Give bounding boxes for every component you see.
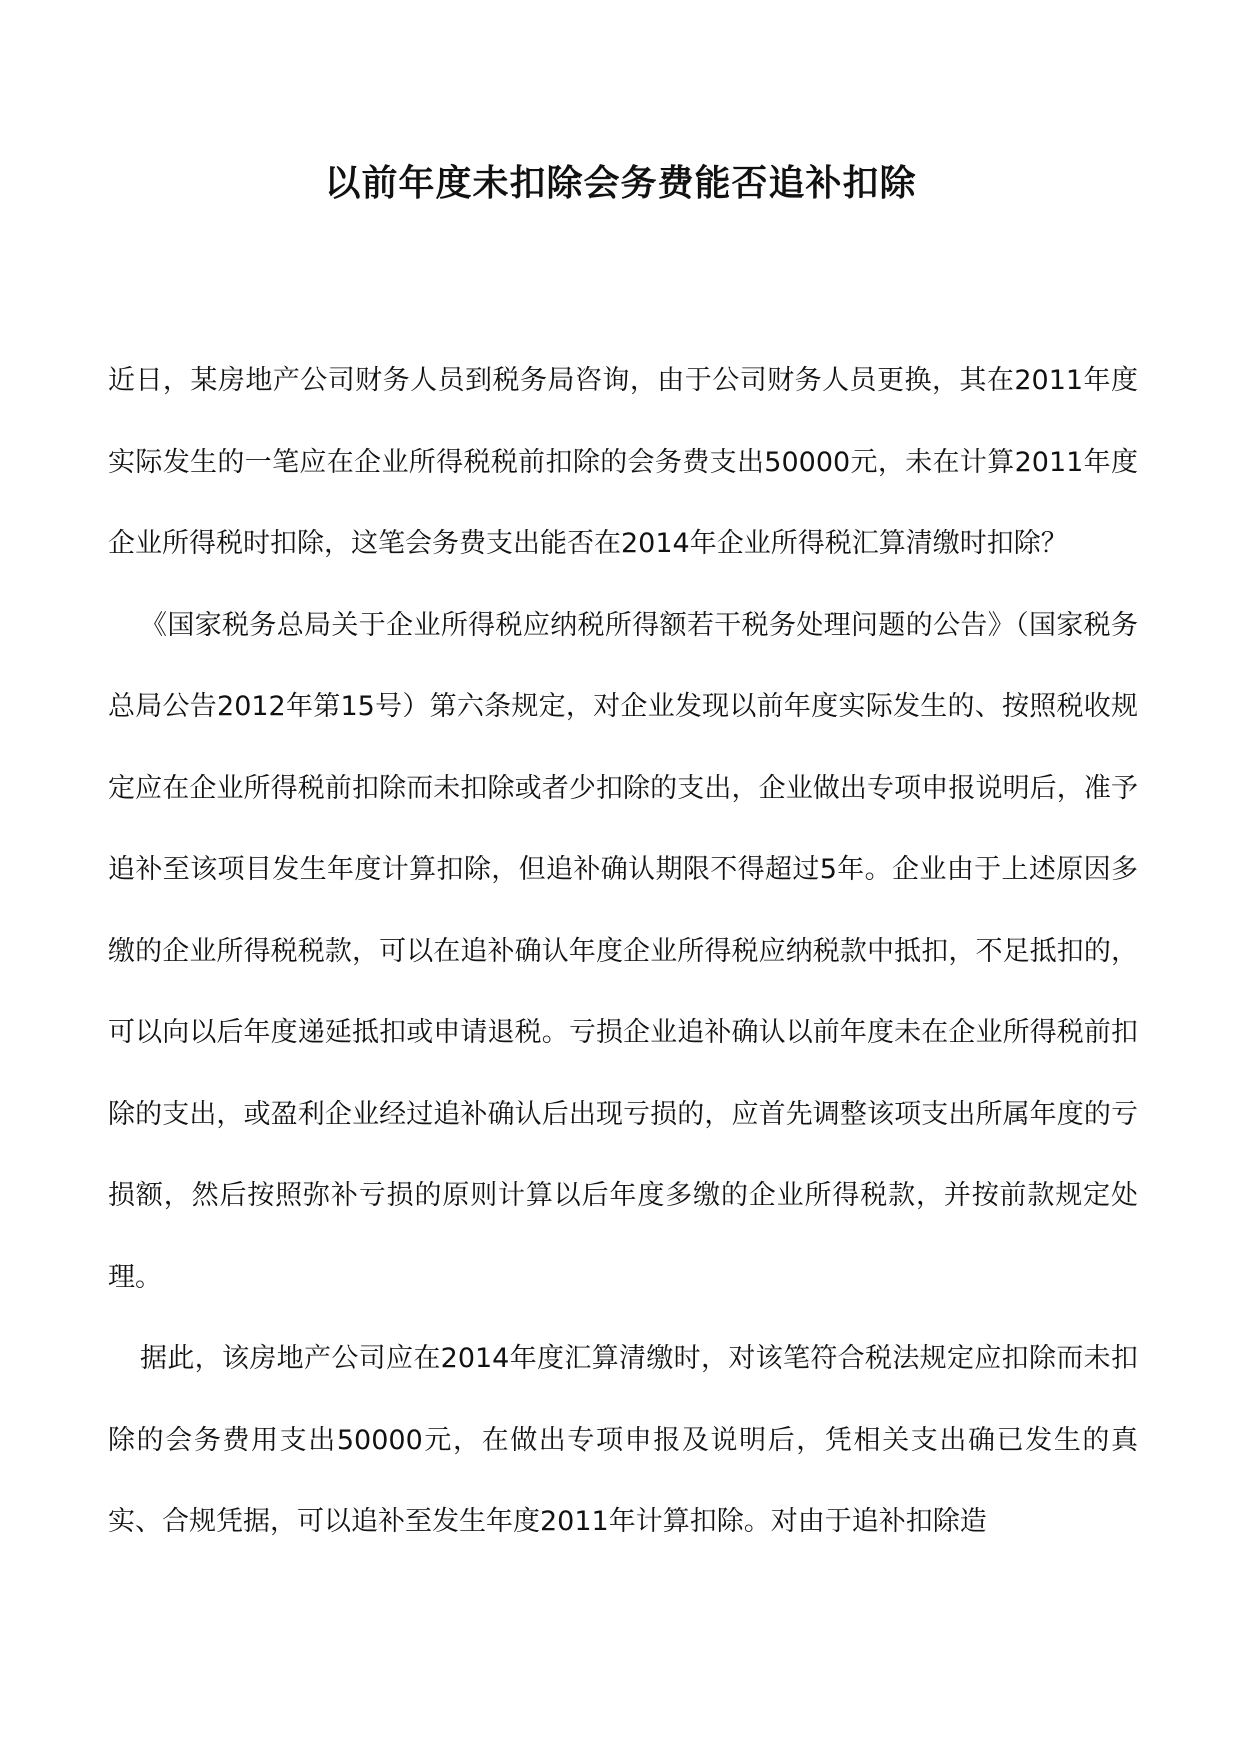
document-title: 以前年度未扣除会务费能否追补扣除: [324, 163, 917, 204]
paragraph-regulation: 《国家税务总局关于企业所得税应纳税所得额若干税务处理问题的公告》（国家税务总局公告2012年第15号）第六条规定，对企业发现以前年度实际发生的、按照税收规定应在企业所得税前扣除而未扣除或者少扣除的支出，企业做出专项申报说明后，准予追补至该项目发生年度计算扣除，但追补确认期限不得超过5年。企业由于上述原因多缴的企业所得税税款，可以在追补确认年度企业所得税应纳税款中抵扣，不足抵扣的，可以向以后年度递延抵扣或申请退税。亏损企业追补确认以前年度未在企业所得税前扣除的支出，或盈利企业经过追补确认后出现亏损的，应首先调整该项支出所属年度的亏损额，然后按照弥补亏损的原则计算以后年度多缴的企业所得税款，并按前款规定处理。: [108, 609, 1138, 1293]
paragraph-conclusion: 据此，该房地产公司应在2014年度汇算清缴时，对该笔符合税法规定应扣除而未扣除的会务费用支出50000元，在做出专项申报及说明后，凭相关支出确已发生的真实、合规凭据，可以追补至发生年度2011年计算扣除。对由于追补扣除造: [108, 1343, 1138, 1537]
document-body: [108, 340, 1138, 1563]
paragraph-inquiry: 近日，某房地产公司财务人员到税务局咨询，由于公司财务人员更换，其在2011年度实际发生的一笔应在企业所得税税前扣除的会务费支出50000元，未在计算2011年度企业所得税时扣除，这笔会务费支出能否在2014年企业所得税汇算清缴时扣除？: [108, 365, 1138, 559]
